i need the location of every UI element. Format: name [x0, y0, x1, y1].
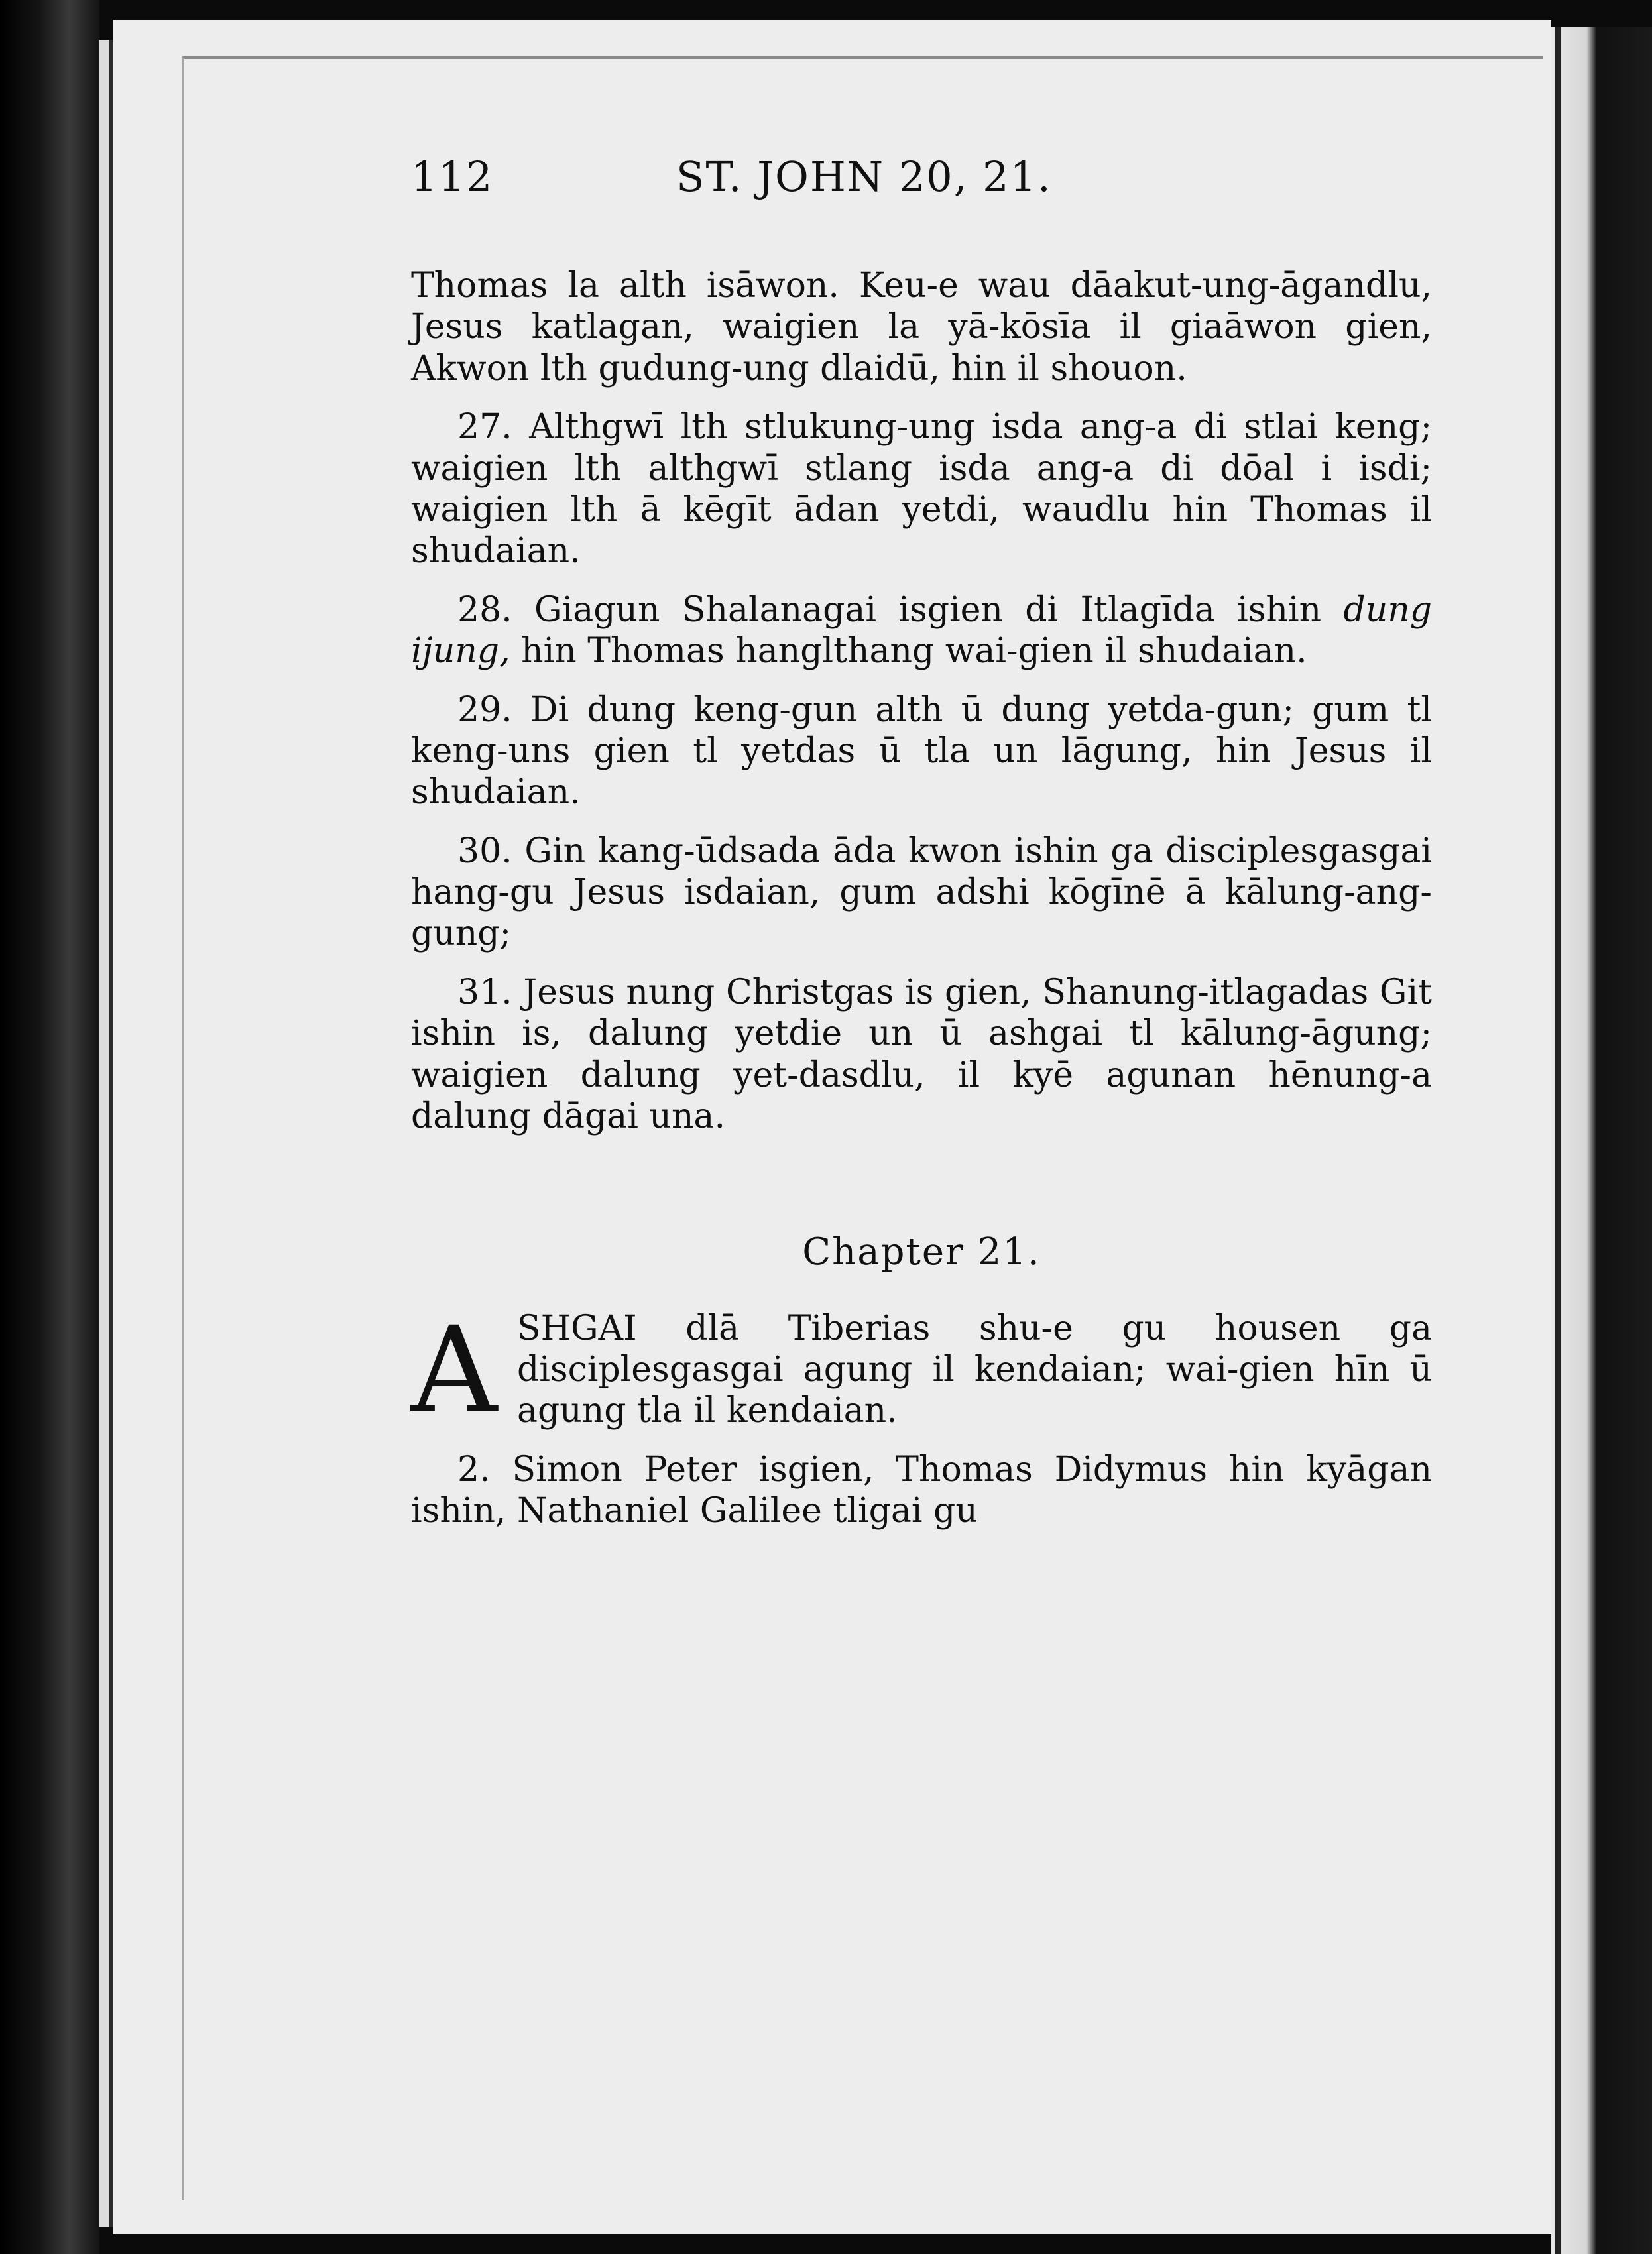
- verse-28-end: hin Thomas hanglthang wai-gien il shudaian.: [510, 631, 1307, 672]
- verse-27: 27. Althgwī lth stlukung-ung isda ang-a di stlai keng; waigien lth althgwī stlang isda ang-a di dōal i isdi; waigien lth ā kēgīt ādan yetdi, waudlu hin Thomas il shudaian.: [411, 407, 1432, 571]
- facing-page-edge: [1551, 27, 1652, 2254]
- verse-28-italic: dung ijung,: [411, 589, 1432, 672]
- verse-31: 31. Jesus nung Christgas is gien, Shanung-itlagadas Git ishin is, dalung yetdie un ū ashgai tl kālung-āgung; waigien dalung yet-dasdlu, il kyē agunan hēnung-a dalung dāgai una.: [411, 972, 1432, 1137]
- text-block: [411, 152, 1432, 1549]
- verse-28: [411, 589, 1432, 672]
- verse-30: 30. Gin kang-ūdsada āda kwon ishin ga disciplesgasgai hang-gu Jesus isdaian, gum adshi kōgīnē ā kālung-ang-gung;: [411, 831, 1432, 954]
- drop-cap: A: [411, 1301, 497, 1440]
- page-number: 112: [411, 152, 494, 201]
- book-spine: [0, 0, 99, 2254]
- spine-edge: [99, 40, 113, 2227]
- chapter21-verse-1: [411, 1301, 1432, 1440]
- running-head: [411, 152, 1432, 239]
- verse-28-start: 28. Giagun Shalanagai isgien di Itlagīda ishin: [457, 589, 1344, 630]
- continuation-paragraph: Thomas la alth isāwon. Keu-e wau dāakut-ung-āgandlu, Jesus katlagan, waigien la yā-kōsīa il giaāwon gien, Akwon lth gudung-ung dlaidū, hin il shouon.: [411, 266, 1432, 388]
- chapter21-verse-2: 2. Simon Peter isgien, Thomas Didymus hin kyāgan ishin, Nathaniel Galilee tligai gu: [411, 1449, 1432, 1531]
- chapter-heading: Chapter 21.: [802, 1230, 1041, 1274]
- chapter21-verse-1-text: SHGAI dlā Tiberias shu-e gu housen ga disciplesgasgai agung il kendaian; wai-gien hīn ū agung tla il kendaian.: [517, 1308, 1432, 1431]
- page-gutter-line: [1555, 27, 1561, 2254]
- running-title: ST. JOHN 20, 21.: [676, 152, 1052, 201]
- verse-29: 29. Di dung keng-gun alth ū dung yetda-gun; gum tl keng-uns gien tl yetdas ū tla un lāgung, hin Jesus il shudaian.: [411, 689, 1432, 813]
